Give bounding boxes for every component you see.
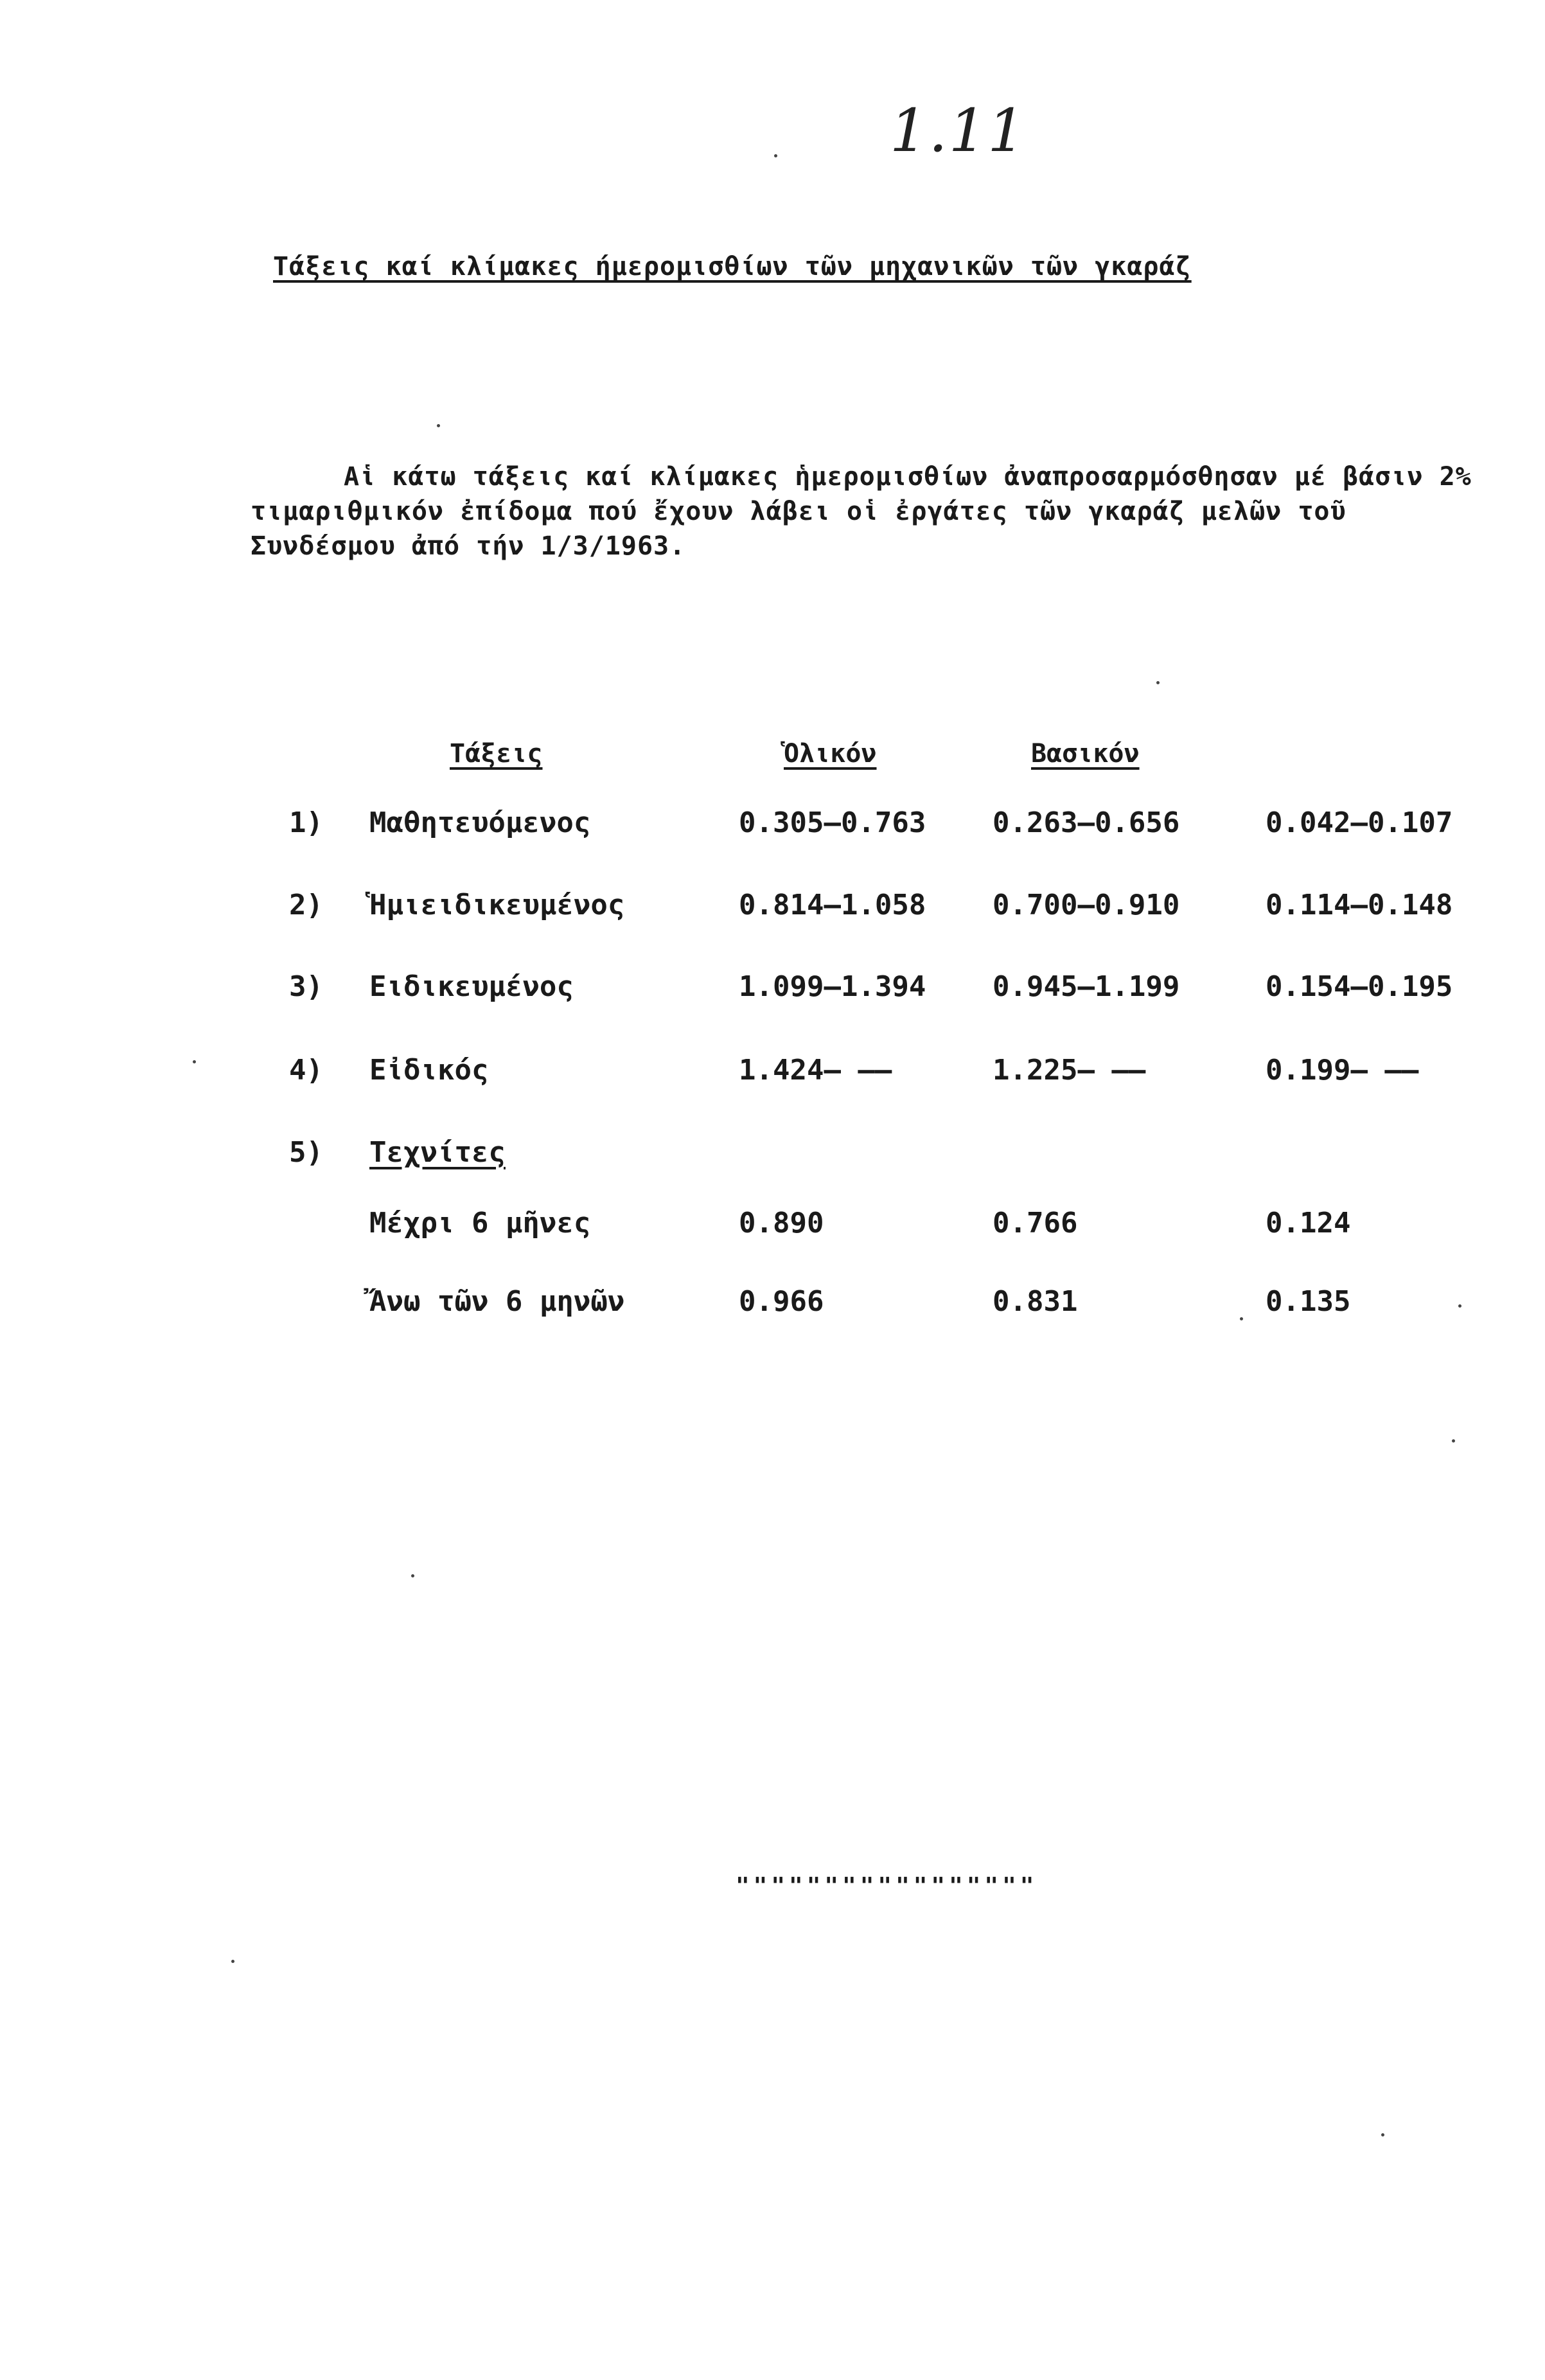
scan-speck [437, 424, 440, 427]
scan-speck [231, 1960, 234, 1963]
intro-paragraph: Αἱ κάτω τάξεις καί κλίμακες ἡμερομισθίων ἀναπροσαρμόσθησαν μέ βάσιν 2% τιμαριθμικόν ἐπίδομα πού ἔχουν λάβει οἱ ἐργάτες τῶν γκαράζ μελῶν τοῦ Συνδέσμου ἀπό τήν 1/3/1963. [251, 462, 1472, 561]
row-extra: 0.199– —— [1266, 1054, 1419, 1087]
table-row [0, 970, 1545, 1015]
row-class-name: Ἄνω τῶν 6 μηνῶν [369, 1285, 625, 1318]
section-five-title: Τεχνίτες [369, 1136, 506, 1169]
row-number: 2) [289, 889, 323, 921]
row-total: 1.099–1.394 [739, 970, 926, 1003]
row-total: 0.966 [739, 1285, 824, 1318]
row-class-name: Μαθητευόμενος [369, 806, 591, 839]
scan-speck [193, 1060, 196, 1063]
table-row [0, 1054, 1545, 1099]
row-basic: 0.831 [993, 1285, 1078, 1318]
column-header-total: Ὁλικόν [784, 739, 877, 768]
scan-speck [1240, 1317, 1243, 1320]
page-number: 1.11 [890, 96, 1027, 165]
row-total: 0.890 [739, 1207, 824, 1239]
row-total: 0.305–0.763 [739, 806, 926, 839]
row-extra: 0.114–0.148 [1266, 889, 1453, 921]
row-total: 0.814–1.058 [739, 889, 926, 921]
row-basic: 1.225– —— [993, 1054, 1146, 1087]
row-extra: 0.135 [1266, 1285, 1351, 1318]
row-class-name: Εἰδικός [369, 1054, 489, 1087]
table-row [0, 889, 1545, 934]
scan-speck [1381, 2133, 1384, 2136]
row-class-name: Μέχρι 6 μῆνες [369, 1207, 591, 1239]
row-total: 1.424– —— [739, 1054, 892, 1087]
row-extra: 0.042–0.107 [1266, 806, 1453, 839]
column-header-class: Τάξεις [450, 739, 543, 768]
section-five-title-row [0, 1136, 1545, 1181]
document-heading: Τάξεις καί κλίμακες ήμερομισθίων τῶν μηχανικῶν τῶν γκαράζ [273, 252, 1192, 281]
table-row [0, 806, 1545, 851]
scan-speck [411, 1574, 414, 1577]
row-basic: 0.945–1.199 [993, 970, 1180, 1003]
table-row [0, 1285, 1545, 1330]
row-extra: 0.124 [1266, 1207, 1351, 1239]
row-number: 3) [289, 970, 323, 1003]
row-number: 5) [289, 1136, 323, 1169]
row-class-name: Ειδικευμένος [369, 970, 574, 1003]
scan-speck [774, 154, 777, 157]
column-header-basic: Βασικόν [1031, 739, 1140, 768]
row-extra: 0.154–0.195 [1266, 970, 1453, 1003]
scan-speck [1156, 681, 1160, 684]
table-row [0, 1207, 1545, 1252]
row-basic: 0.263–0.656 [993, 806, 1180, 839]
row-class-name: Ἡμιειδικευμένος [369, 889, 625, 921]
row-number: 1) [289, 806, 323, 839]
row-number: 4) [289, 1054, 323, 1087]
row-basic: 0.700–0.910 [993, 889, 1180, 921]
closing-marks: """"""""""""""""" [736, 1873, 1038, 1899]
row-basic: 0.766 [993, 1207, 1078, 1239]
scan-speck [1458, 1304, 1461, 1308]
scan-speck [1452, 1439, 1455, 1443]
